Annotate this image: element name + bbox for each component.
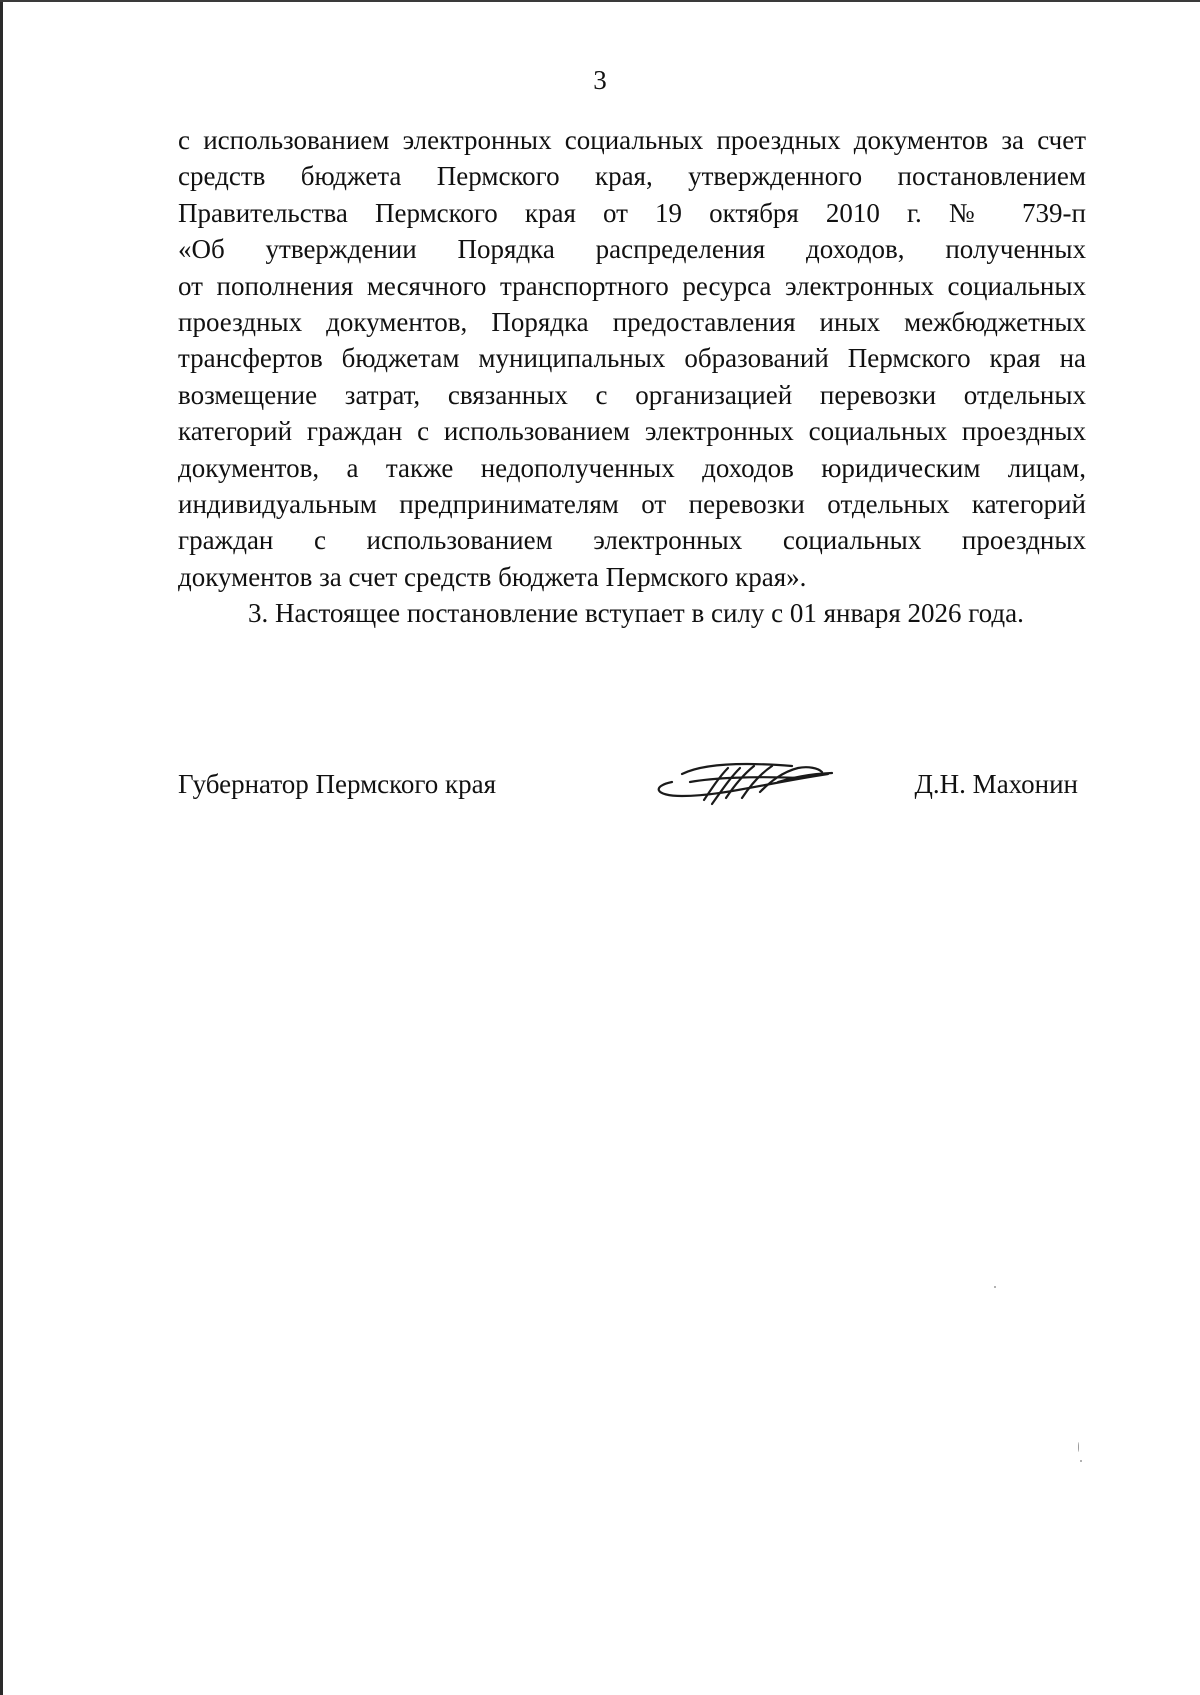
page-number: 3 <box>593 65 607 95</box>
text-line: средств бюджета Пермского края, утвержденного постановлением <box>178 161 1086 192</box>
handwritten-signature <box>642 752 842 810</box>
text-line: индивидуальным предпринимателям от перевозки отдельных категорий <box>178 489 1086 520</box>
signer-name: Д.Н. Махонин <box>914 769 1078 799</box>
text-line: граждан с использованием электронных социальных проездных <box>178 525 1086 556</box>
clause-3: 3. Настоящее постановление вступает в силу с 01 января 2026 года. <box>248 598 1024 629</box>
text-line: трансфертов бюджетам муниципальных образований Пермского края на <box>178 343 1086 374</box>
document-body <box>178 122 1086 632</box>
text-line: от пополнения месячного транспортного ресурса электронных социальных <box>178 270 1086 301</box>
text-line: категорий граждан с использованием электронных социальных проездных <box>178 416 1086 447</box>
scan-speck <box>1078 1442 1079 1452</box>
text-line: проездных документов, Порядка предоставления иных межбюджетных <box>178 307 1086 338</box>
signer-title: Губернатор Пермского края <box>178 769 497 799</box>
scan-border-left <box>0 0 3 1695</box>
paragraph-continuation <box>178 122 1086 595</box>
text-line: «Об утверждении Порядка распределения доходов, полученных <box>178 234 1086 265</box>
text-line: документов за счет средств бюджета Пермского края». <box>178 561 807 592</box>
text-line: документов, а также недополученных доходов юридическим лицам, <box>178 452 1086 483</box>
text-line: возмещение затрат, связанных с организацией перевозки отдельных <box>178 379 1086 410</box>
scan-border-top <box>0 0 1200 2</box>
signature-block <box>178 766 1078 806</box>
scan-speck <box>1080 1460 1082 1462</box>
scan-speck <box>994 1286 996 1288</box>
text-line: Правительства Пермского края от 19 октября 2010 г. № 739-п <box>178 197 1086 228</box>
text-line: с использованием электронных социальных проездных документов за счет <box>178 125 1086 155</box>
